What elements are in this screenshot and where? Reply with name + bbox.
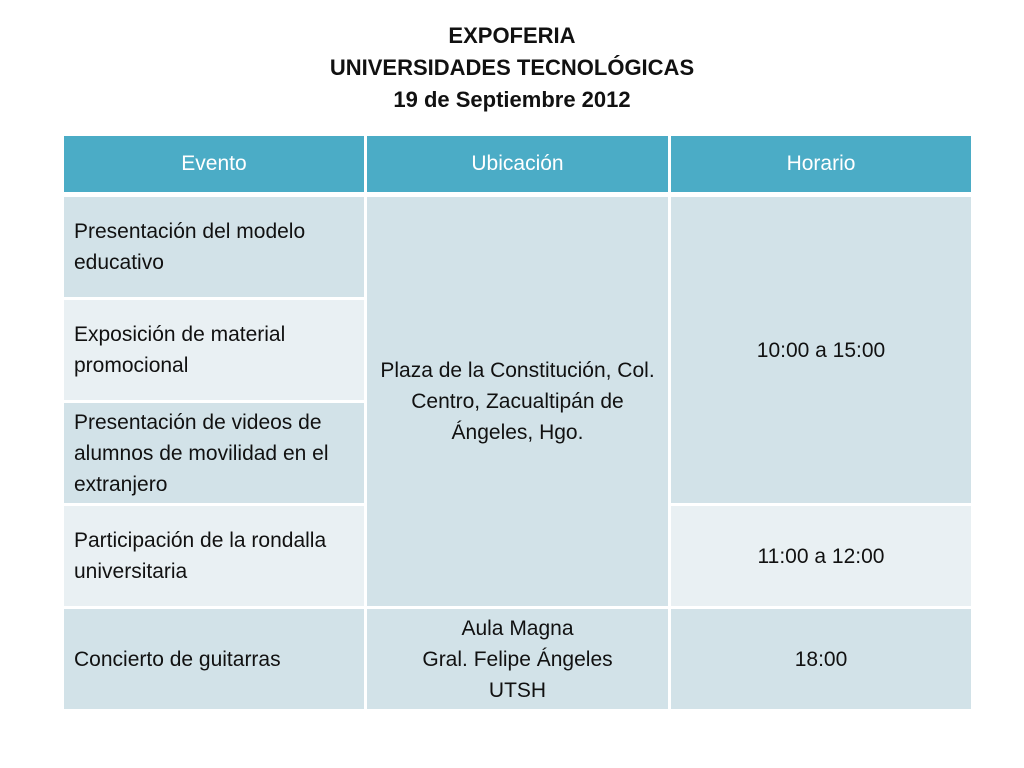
event-cell: Presentación del modelo educativo: [63, 195, 366, 299]
event-cell: Concierto de guitarras: [63, 608, 366, 711]
schedule-cell-1: 10:00 a 15:00: [670, 195, 973, 505]
event-cell: Presentación de videos de alumnos de movilidad en el extranjero: [63, 402, 366, 505]
location-line: Aula Magna: [461, 616, 574, 640]
location-line: UTSH: [488, 678, 547, 702]
table-header-row: [63, 135, 973, 195]
title-line-3: 19 de Septiembre 2012: [393, 87, 631, 112]
event-cell: Participación de la rondalla universitaria: [63, 505, 366, 608]
table-row: [63, 195, 973, 299]
table-row: [63, 608, 973, 711]
schedule-table: [61, 133, 974, 712]
column-header-evento: Evento: [63, 135, 366, 195]
schedule-cell-3: 18:00: [670, 608, 973, 711]
location-cell-aula: [366, 608, 670, 711]
column-header-horario: Horario: [670, 135, 973, 195]
location-cell-plaza: Plaza de la Constitución, Col. Centro, Zacualtipán de Ángeles, Hgo.: [366, 195, 670, 608]
column-header-ubicacion: Ubicación: [366, 135, 670, 195]
title-line-2: UNIVERSIDADES TECNOLÓGICAS: [329, 55, 695, 80]
event-cell: Exposición de material promocional: [63, 299, 366, 402]
title-line-1: EXPOFERIA: [448, 23, 576, 48]
location-line: Gral. Felipe Ángeles: [422, 647, 613, 671]
slide-title: [0, 20, 1024, 116]
schedule-cell-2: 11:00 a 12:00: [670, 505, 973, 608]
